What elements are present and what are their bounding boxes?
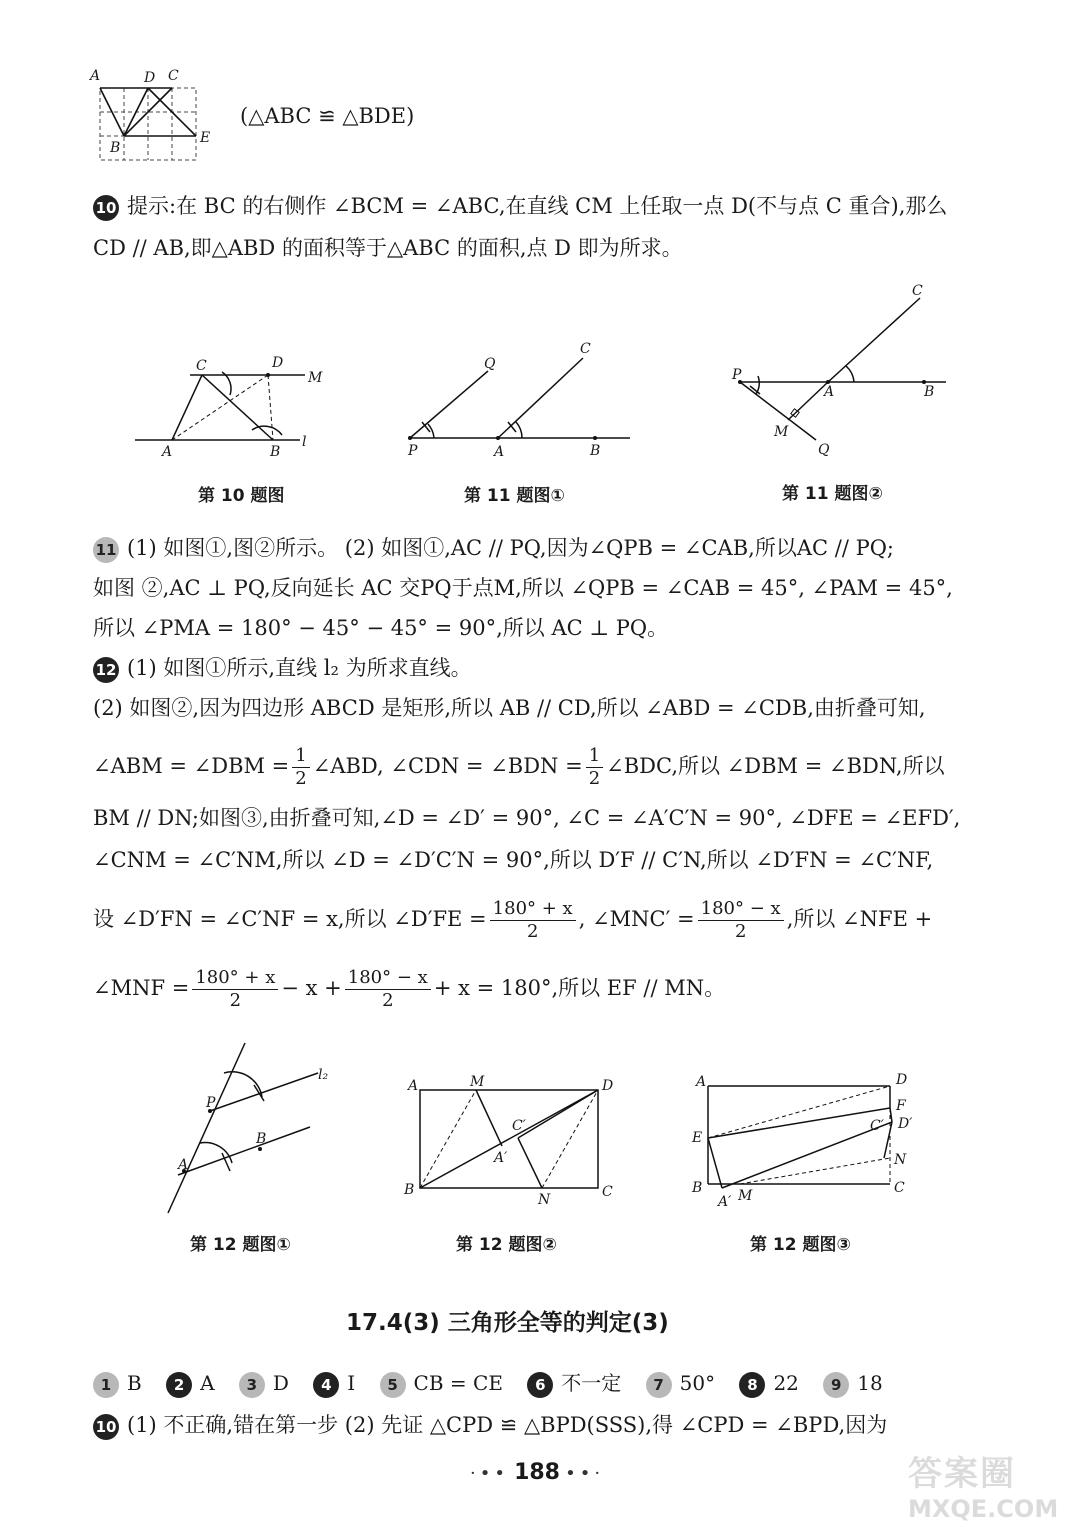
q12-line6: 设 ∠D′FN = ∠C′NF = x,所以 ∠D′FE = $\frac{180^\circ + x}{2}$ , ∠MNC′ = $\frac{180^\circ - x}{2}$ ,所以 ∠NFE + — [93, 898, 933, 942]
section-title: 17.4(3) 三角形全等的判定(3) — [346, 1310, 669, 1336]
q12-line4: BM // DN;如图③,由折叠可知,∠D = ∠D′ = 90°, ∠C = ∠A′C′N = 90°, ∠DFE = ∠EFD′, — [93, 806, 961, 830]
figure-q12-3 — [688, 1068, 928, 1213]
fig-label: B — [692, 1180, 703, 1196]
top-grid-figure — [88, 66, 218, 166]
fig-label: B — [110, 140, 121, 156]
caption-fig12-3: 第 12 题图③ — [750, 1235, 851, 1255]
fig-label: A — [824, 384, 835, 400]
fig-label: l — [302, 434, 307, 450]
fig-label: l₂ — [318, 1067, 329, 1083]
q10b-badge: 10 — [93, 1414, 119, 1440]
fraction: $\frac{180^\circ + x}{2}$ — [192, 967, 278, 1012]
fig-label: M — [738, 1188, 753, 1204]
answer-item: 9 18 — [823, 1371, 882, 1398]
caption-fig11-1: 第 11 题图① — [464, 486, 565, 506]
q10-line1: 10 提示:在 BC 的右侧作 ∠BCM = ∠ABC,在直线 CM 上任取一点 D(不与点 C 重合),那么 — [93, 191, 947, 221]
q10b-line: 10 (1) 不正确,错在第一步 (2) 先证 △CPD ≌ △BPD(SSS),得 ∠CPD = ∠BPD,因为 — [93, 1410, 887, 1440]
q12-line2: (2) 如图②,因为四边形 ABCD 是矩形,所以 AB // CD,所以 ∠ABD = ∠CDB,由折叠可知, — [93, 696, 926, 720]
fig-label: E — [200, 130, 211, 146]
fig-label: Q — [818, 442, 830, 458]
answer-item: 6 不一定 — [527, 1367, 621, 1398]
fig-label: C — [894, 1180, 905, 1196]
q12-line5: ∠CNM = ∠C′NM,所以 ∠D = ∠D′C′N = 90°,所以 D′F // C′N,所以 ∠D′FN = ∠C′NF, — [93, 848, 934, 872]
fig-label: D — [896, 1072, 908, 1088]
fig-label: B — [924, 384, 935, 400]
fig-label: A′ — [494, 1150, 508, 1166]
fig-label: A — [162, 444, 173, 460]
fig-label: M — [470, 1074, 485, 1090]
fig-label: B — [256, 1131, 267, 1147]
fraction: $\frac{180^\circ + x}{2}$ — [490, 898, 576, 943]
fig-label: M — [308, 370, 323, 386]
fig-label: D′ — [898, 1116, 913, 1132]
caption-fig12-1: 第 12 题图① — [190, 1235, 291, 1255]
answer-item: 8 22 — [739, 1371, 798, 1398]
answers-row — [93, 1367, 901, 1398]
page-number: 188 — [514, 1460, 560, 1485]
fig-label: E — [692, 1130, 703, 1146]
figure-q12-2 — [400, 1072, 625, 1207]
fig-label: N — [538, 1192, 551, 1207]
q11-line2: 如图 ②,AC ⊥ PQ,反向延长 AC 交PQ于点M,所以 ∠QPB = ∠CAB = 45°, ∠PAM = 45°, — [93, 576, 953, 600]
answer-item: 5 CB = CE — [380, 1371, 503, 1398]
figure-q11-1 — [398, 336, 638, 461]
q11-line3: 所以 ∠PMA = 180° − 45° − 45° = 90°,所以 AC ⊥ PQ。 — [93, 616, 669, 640]
fig-label: B — [590, 443, 601, 459]
fig-label: F — [896, 1098, 906, 1114]
fig-label: D — [602, 1078, 614, 1094]
fig-label: Q — [484, 356, 496, 372]
fig-label: C — [196, 358, 207, 374]
dots-left-icon: ·•• — [470, 1463, 509, 1484]
answer-item: 7 50° — [646, 1371, 715, 1398]
top-figure-caption: (△ABC ≌ △BDE) — [240, 104, 415, 128]
dots-right-icon: ••· — [565, 1463, 605, 1484]
q12-line3: ∠ABM = ∠DBM = $\frac{1}{2}$ ∠ABD, ∠CDN = ∠BDN = $\frac{1}{2}$ ∠BDC,所以 ∠DBM = ∠BDN,所以 — [93, 745, 945, 789]
answer-item: 2 A — [166, 1371, 214, 1398]
fig-label: C — [602, 1184, 613, 1200]
answer-item: 3 D — [239, 1371, 289, 1398]
q12-line1: 12 (1) 如图①所示,直线 l₂ 为所求直线。 — [93, 653, 472, 683]
fig-label: D — [272, 355, 284, 371]
fraction: $\frac{180^\circ - x}{2}$ — [345, 967, 431, 1012]
fig-label: A — [178, 1157, 189, 1173]
answer-item: 1 B — [93, 1371, 142, 1398]
watermark: 答案圈 MXQE.COM — [908, 1454, 1059, 1523]
figure-q12-1 — [160, 1035, 340, 1220]
fraction-half: $\frac{1}{2}$ — [292, 745, 309, 790]
fig-label: C′ — [512, 1118, 526, 1134]
caption-fig11-2: 第 11 题图② — [782, 484, 883, 504]
fig-label: C — [912, 283, 923, 299]
fraction: $\frac{180^\circ - x}{2}$ — [698, 898, 784, 943]
q11-line1: 11 (1) 如图①,图②所示。 (2) 如图①,AC // PQ,因为∠QPB = ∠CAB,所以AC // PQ; — [93, 533, 894, 563]
figure-q10 — [130, 350, 330, 465]
answer-item: 4 I — [313, 1371, 355, 1398]
q10-badge: 10 — [93, 195, 119, 221]
figure-q11-2 — [728, 280, 958, 460]
fig-label: B — [270, 444, 281, 460]
caption-fig10: 第 10 题图 — [198, 486, 285, 506]
fig-label: P — [408, 443, 418, 459]
fig-label: A — [408, 1078, 419, 1094]
q10-line2: CD // AB,即△ABD 的面积等于△ABC 的面积,点 D 即为所求。 — [93, 236, 683, 260]
fig-label: A — [90, 68, 101, 84]
fig-label: A — [696, 1074, 707, 1090]
fig-label: C′ — [870, 1118, 884, 1134]
fig-label: A′ — [718, 1194, 732, 1210]
fraction-half: $\frac{1}{2}$ — [586, 745, 603, 790]
q12-line7: ∠MNF = $\frac{180^\circ + x}{2}$ − x + $\frac{180^\circ - x}{2}$ + x = 180°,所以 EF // MN。 — [93, 967, 726, 1011]
fig-label: A — [494, 444, 505, 460]
q12-badge: 12 — [93, 657, 119, 683]
fig-label: P — [206, 1095, 216, 1111]
fig-label: P — [732, 367, 742, 383]
page-footer — [470, 1460, 604, 1485]
q11-badge: 11 — [93, 537, 119, 563]
fig-label: C — [168, 68, 179, 84]
fig-label: M — [774, 424, 789, 440]
fig-label: B — [404, 1182, 415, 1198]
caption-fig12-2: 第 12 题图② — [456, 1235, 557, 1255]
fig-label: D — [144, 70, 156, 86]
fig-label: C — [580, 341, 591, 357]
fig-label: N — [894, 1152, 907, 1168]
